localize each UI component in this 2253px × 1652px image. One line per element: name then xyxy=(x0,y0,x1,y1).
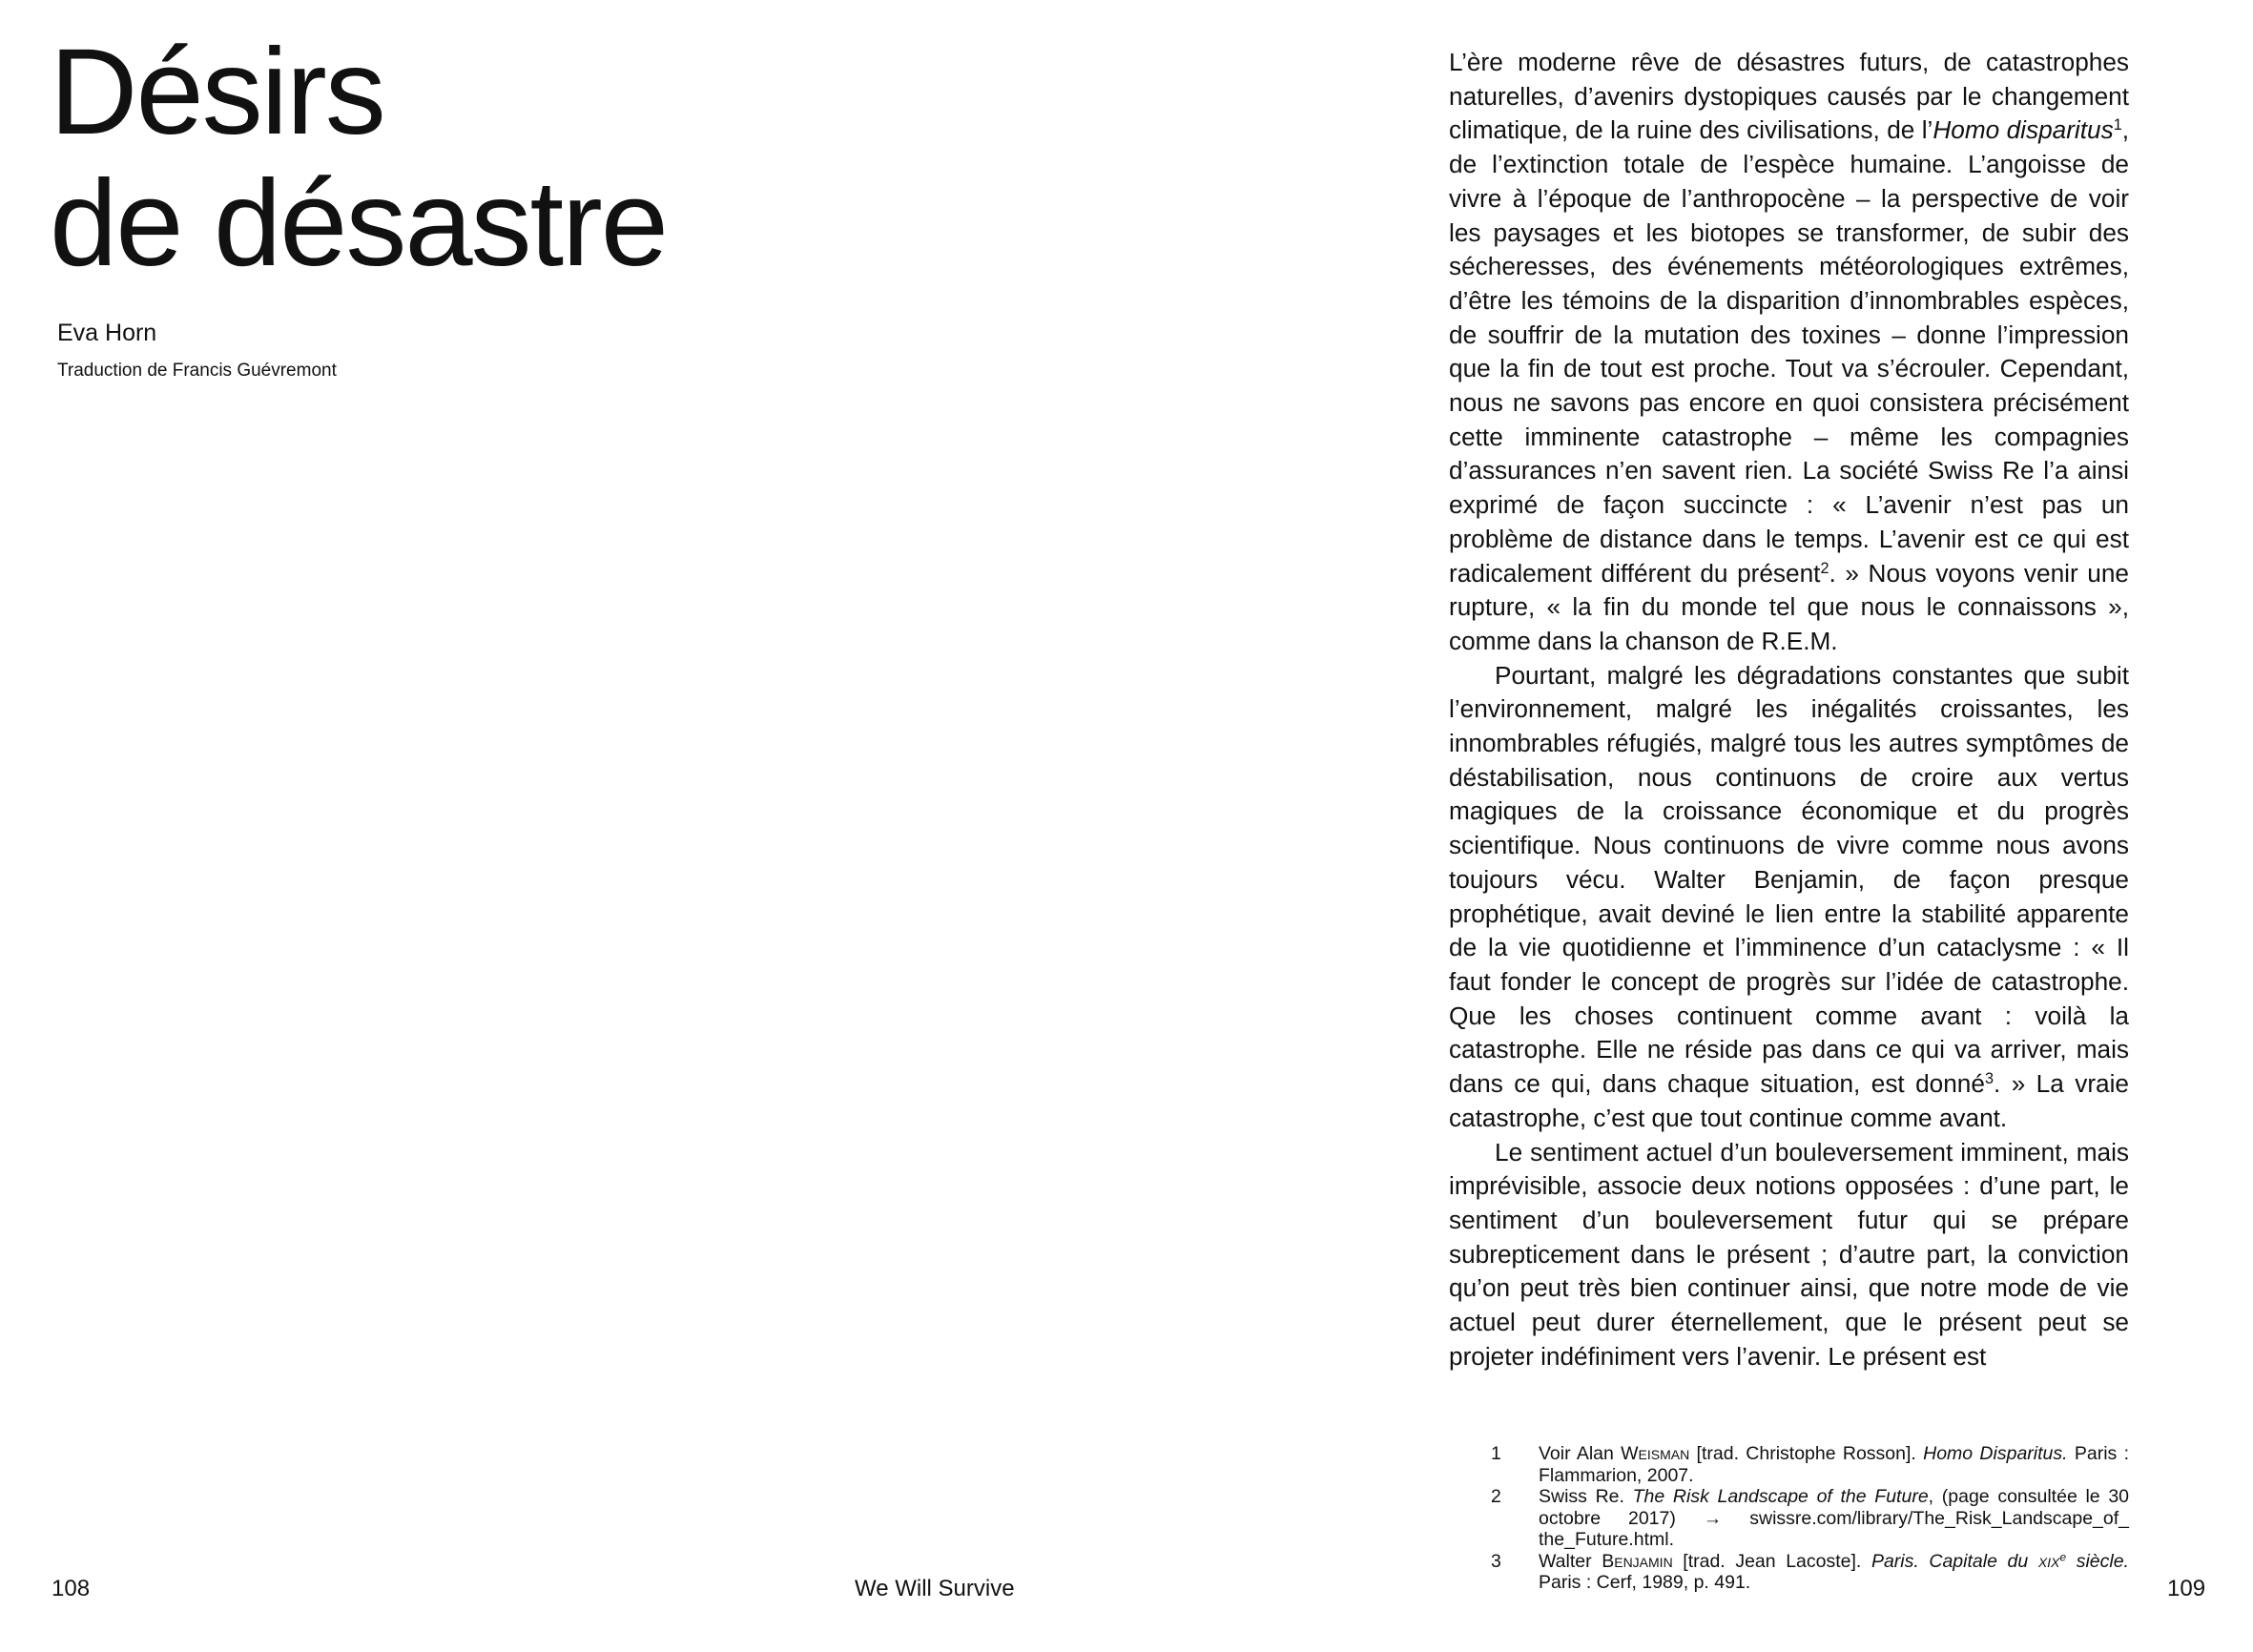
page-number-right: 109 xyxy=(2167,1576,2206,1601)
footnote-number: 2 xyxy=(1491,1486,1501,1507)
title-line-2: de désastre xyxy=(50,155,667,292)
footnote-2 xyxy=(1491,1486,2129,1551)
footnote-text: Swiss Re. The Risk Landscape of the Future, (page consultée le 30 octobre 2017) → swissre.com/library/The_Risk_Landscape_of_ the_Future.html. xyxy=(1539,1486,2130,1550)
article-title xyxy=(50,24,667,292)
footnote-number: 1 xyxy=(1491,1443,1501,1464)
footnotes xyxy=(1491,1443,2129,1594)
paragraph-2: Pourtant, malgré les dégradations constantes que subit l’environnement, malgré les inégalités croissantes, les innombrables réfugiés, malgré tous les autres symptômes de déstabilisation, nous continuons de croire aux vertus magiques de la croissance économique et du progrès scientifique. Nous continuons de vivre comme nous avons toujours vécu. Walter Benjamin, de façon presque prophétique, avait deviné le lien entre la stabilité apparente de la vie quotidienne et l’imminence d’un cataclysme : « Il faut fonder le concept de progrès sur l’idée de catastrophe. Que les choses continuent comme avant : voilà la catastrophe. Elle ne réside pas dans ce qui va arriver, mais dans ce qui, dans chaque situation, est donné$^3$. » La vraie catastrophe, c’est que tout continue comme avant. xyxy=(1449,660,2130,1132)
footnote-number: 3 xyxy=(1491,1550,1501,1572)
footnote-ref-2: 2 xyxy=(1820,559,1829,577)
footnote-ref-1: 1 xyxy=(2113,116,2122,134)
footnote-text: Voir Alan Weisman [trad. Christophe Rosson]. Homo Disparitus. Paris : Flammarion, 2007. xyxy=(1539,1443,2129,1486)
footnote-ref-3: 3 xyxy=(1984,1070,1994,1088)
title-line-1: Désirs xyxy=(50,24,384,160)
author-name: Eva Horn xyxy=(57,320,157,346)
paragraph-3: Le sentiment actuel d’un bouleversement imminent, mais imprévisible, associe deux notions opposées : d’une part, le sentiment d’un bouleversement futur qui se prépare subrepticement dans le présent ; d’autre part, la conviction qu’on peut très bien continuer ainsi, que notre mode de vie actuel peut durer éternellement, que le présent peut se projeter indéfiniment vers l’avenir. Le présent est xyxy=(1449,1137,2129,1371)
translator-credit: Traduction de Francis Guévremont xyxy=(57,361,337,381)
footnote-text: Walter Benjamin [trad. Jean Lacoste]. Paris. Capitale du xix$^e$ siècle. Paris : Cerf, 1989, p. 491. xyxy=(1539,1549,2129,1593)
body-text xyxy=(1449,46,2129,1373)
paragraph-1: L’ère moderne rêve de désastres futurs, de catastrophes naturelles, d’avenirs dystopiques causés par le changement climatique, de la ruine des civilisations, de l’Homo disparitus$^1$, de l’extinction totale de l’espèce humaine. L’angoisse de vivre à l’époque de l’anthropocène – la perspective de voir les paysages et les biotopes se transformer, de subir des sécheresses, des événements météorologiques extrêmes, d’être les témoins de la disparition d’innombrables espèces, de souffrir de la mutation des toxines – donne l’impression que la fin de tout est proche. Tout va s’écrouler. Cependant, nous ne savons pas encore en quoi consistera précisément cette imminente catastrophe – même les compagnies d’assurances n’en savent rien. La société Swiss Re l’a ainsi exprimé de façon succincte : « L’avenir n’est pas un problème de distance dans le temps. L’avenir est ce qui est radicalement différent du présent$^2$. » Nous voyons venir une rupture, « la fin du monde tel que nous le connaissons », comme dans la chanson de R.E.M. xyxy=(1449,48,2129,655)
footnote-3 xyxy=(1491,1551,2129,1594)
running-title: We Will Survive xyxy=(855,1576,1015,1601)
page-number-left: 108 xyxy=(52,1576,91,1601)
footnote-1 xyxy=(1491,1443,2129,1486)
